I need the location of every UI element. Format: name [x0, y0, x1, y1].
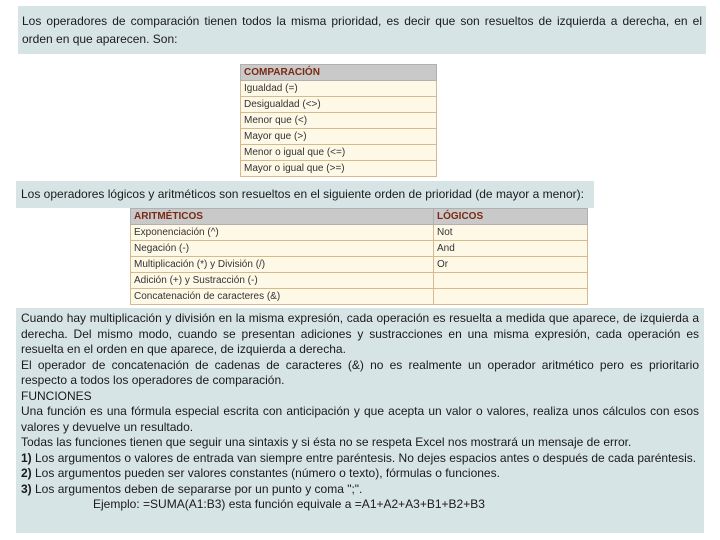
intro-line-1: Los operadores de comparación tienen todos la misma prioridad, es decir que son resueltos de izquierda a derecha, en el — [22, 14, 702, 28]
example-line: Ejemplo: =SUMA(A1:B3) esta función equivale a =A1+A2+A3+B1+B2+B3 — [93, 497, 485, 511]
logic-cell: And — [434, 241, 588, 257]
arith-cell: Concatenación de caracteres (&) — [131, 289, 434, 305]
rule-number: 1) — [21, 450, 32, 465]
comparison-table — [240, 64, 437, 177]
arith-header: ARITMÉTICOS — [131, 209, 434, 225]
arith-cell: Exponenciación (^) — [131, 225, 434, 241]
arith-cell: Multiplicación (*) y División (/) — [131, 257, 434, 273]
functions-heading: FUNCIONES — [21, 388, 92, 403]
explanation-text-box — [16, 308, 704, 533]
comparison-header: COMPARACIÓN — [241, 65, 437, 81]
paragraph-concatenation: El operador de concatenación de cadenas de caracteres (&) no es realmente un operador aritmético pero es prioritario respecto a todos los operadores de comparación. — [21, 357, 699, 387]
rule-text: Los argumentos pueden ser valores constantes (número o texto), fórmulas o funciones. — [31, 466, 500, 480]
comparison-row: Mayor o igual que (>=) — [241, 161, 437, 177]
logic-cell: Or — [434, 257, 588, 273]
rule-number: 3) — [21, 481, 32, 496]
paragraph-left-to-right: Cuando hay multiplicación y división en la misma expresión, cada operación es resuelta a medida que aparece, de izquierda a derecha. Del mismo modo, cuando se presentan adiciones y sustracciones en una misma expresión, cada operación es resuelta en el orden en que aparece, de izquierda a derecha. — [21, 311, 699, 356]
arith-cell: Adición (+) y Sustracción (-) — [131, 273, 434, 289]
comparison-row: Menor que (<) — [241, 113, 437, 129]
rule-text: Los argumentos deben de separarse por un punto y coma ";". — [31, 481, 363, 496]
intro-line-2: orden en que aparecen. Son: — [22, 32, 178, 46]
rule-text: Los argumentos o valores de entrada van siempre entre paréntesis. No dejes espacios antes o después de cada paréntesis. — [31, 450, 697, 465]
rule-number: 2) — [21, 466, 32, 480]
logic-cell — [434, 289, 588, 305]
comparison-row: Desigualdad (<>) — [241, 97, 437, 113]
priority-text: Los operadores lógicos y aritméticos son resueltos en el siguiente orden de prioridad (de mayor a menor): — [21, 187, 584, 201]
intro-text-box — [18, 6, 706, 54]
operators-priority-table — [130, 208, 588, 305]
rule-2 — [21, 466, 699, 482]
comparison-row: Menor o igual que (<=) — [241, 145, 437, 161]
paragraph-function-definition: Una función es una fórmula especial escrita con anticipación y que acepta un valor o valores, realiza unos cálculos con esos valores y devuelve un resultado. — [21, 404, 699, 434]
rule-3 — [21, 482, 699, 498]
priority-text-box — [16, 181, 594, 208]
logic-cell — [434, 273, 588, 289]
comparison-row: Igualdad (=) — [241, 81, 437, 97]
paragraph-syntax: Todas las funciones tienen que seguir una sintaxis y si ésta no se respeta Excel nos mostrará un mensaje de error. — [21, 435, 632, 449]
logic-cell: Not — [434, 225, 588, 241]
arith-cell: Negación (-) — [131, 241, 434, 257]
comparison-row: Mayor que (>) — [241, 129, 437, 145]
logic-header: LÓGICOS — [434, 209, 588, 225]
rule-1 — [21, 451, 699, 467]
